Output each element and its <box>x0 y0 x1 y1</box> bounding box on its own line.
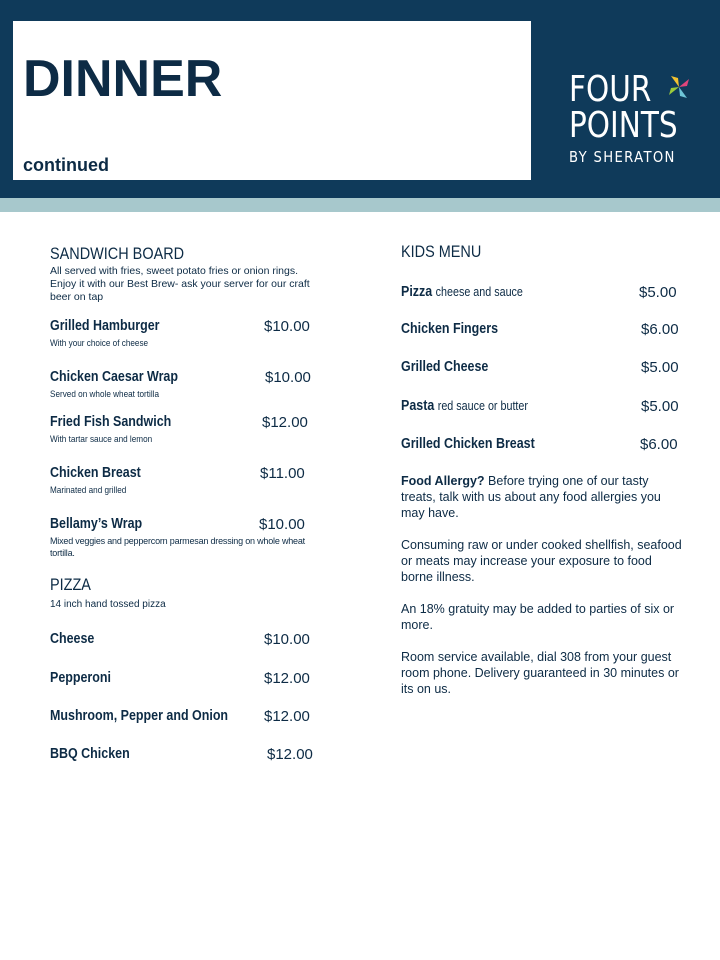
sandwich-item-price: $12.00 <box>262 414 308 431</box>
logo-line-sheraton: BY SHERATON <box>569 148 676 166</box>
pinwheel-icon <box>667 74 691 100</box>
sandwich-item-price: $10.00 <box>259 516 305 533</box>
sandwich-item-name: Fried Fish Sandwich <box>50 414 172 430</box>
pizza-item-name: Mushroom, Pepper and Onion <box>50 708 229 724</box>
pizza-heading: PIZZA <box>50 575 91 594</box>
kids-item-name: Pasta <box>401 398 435 414</box>
pizza-item-name: Pepperoni <box>50 670 111 686</box>
sandwich-item-desc: With tartar sauce and lemon <box>50 434 153 445</box>
sandwich-heading: SANDWICH BOARD <box>50 244 185 263</box>
logo-line-points: POINTS <box>569 105 678 146</box>
sandwich-item-price: $10.00 <box>265 369 311 386</box>
sandwich-item-name: Grilled Hamburger <box>50 318 160 334</box>
accent-stripe <box>0 198 720 212</box>
four-points-logo <box>569 69 699 172</box>
kids-item-name: Grilled Cheese <box>401 359 489 375</box>
sandwich-item-price: $11.00 <box>260 465 305 482</box>
sandwich-item-desc: Served on whole wheat tortilla <box>50 389 160 400</box>
header-band <box>0 0 720 198</box>
pizza-item-name: Cheese <box>50 631 95 647</box>
gratuity-note: An 18% gratuity may be added to parties of six or more. <box>401 602 675 632</box>
sandwich-note: All served with fries, sweet potato fries or onion rings. Enjoy it with our Best Brew- ask your server for our craft beer on tap <box>50 265 310 303</box>
title-box <box>13 21 531 180</box>
kids-item-name: Grilled Chicken Breast <box>401 436 535 452</box>
sandwich-item-desc: With your choice of cheese <box>50 338 149 349</box>
pizza-item-name: BBQ Chicken <box>50 746 130 762</box>
kids-item-price: $6.00 <box>640 436 678 453</box>
pizza-note: 14 inch hand tossed pizza <box>50 599 166 610</box>
sandwich-item-name: Bellamy’s Wrap <box>50 516 143 532</box>
allergy-note <box>401 473 686 521</box>
room-service-note: Room service available, dial 308 from your guest room phone. Delivery guaranteed in 30 minutes or its on us. <box>401 650 679 696</box>
kids-item <box>401 398 528 414</box>
kids-heading: KIDS MENU <box>401 242 482 261</box>
raw-food-warning: Consuming raw or under cooked shellfish, seafood or meats may increase your exposure to food borne illness. <box>401 538 682 584</box>
kids-item-name: Chicken Fingers <box>401 321 499 337</box>
pizza-item-price: $12.00 <box>264 708 310 725</box>
kids-item-price: $5.00 <box>639 284 677 301</box>
sandwich-item-desc: Mixed veggies and peppercorn parmesan dressing on whole wheat tortilla. <box>50 536 305 558</box>
kids-item-price: $5.00 <box>641 398 679 415</box>
page-subtitle: continued <box>23 155 109 175</box>
pizza-item-price: $12.00 <box>264 670 310 687</box>
sandwich-item-name: Chicken Caesar Wrap <box>50 369 178 385</box>
kids-item-desc: cheese and sauce <box>435 285 523 299</box>
kids-item-name: Pizza <box>401 284 433 300</box>
page-title: DINNER <box>23 50 223 108</box>
kids-item <box>401 284 523 300</box>
kids-item-price: $5.00 <box>641 359 679 376</box>
kids-item-desc: red sauce or butter <box>437 399 528 413</box>
sandwich-item-name: Chicken Breast <box>50 465 141 481</box>
pizza-item-price: $10.00 <box>264 631 310 648</box>
pizza-item-price: $12.00 <box>267 746 313 763</box>
logo-line-four: FOUR <box>569 69 652 110</box>
sandwich-item-price: $10.00 <box>264 318 310 335</box>
allergy-label: Food Allergy? <box>401 474 485 488</box>
allergy-text: Before trying one of our tasty treats, talk with us about any food allergies you may have. <box>401 474 661 520</box>
kids-item-price: $6.00 <box>641 321 679 338</box>
sandwich-item-desc: Marinated and grilled <box>50 485 127 496</box>
